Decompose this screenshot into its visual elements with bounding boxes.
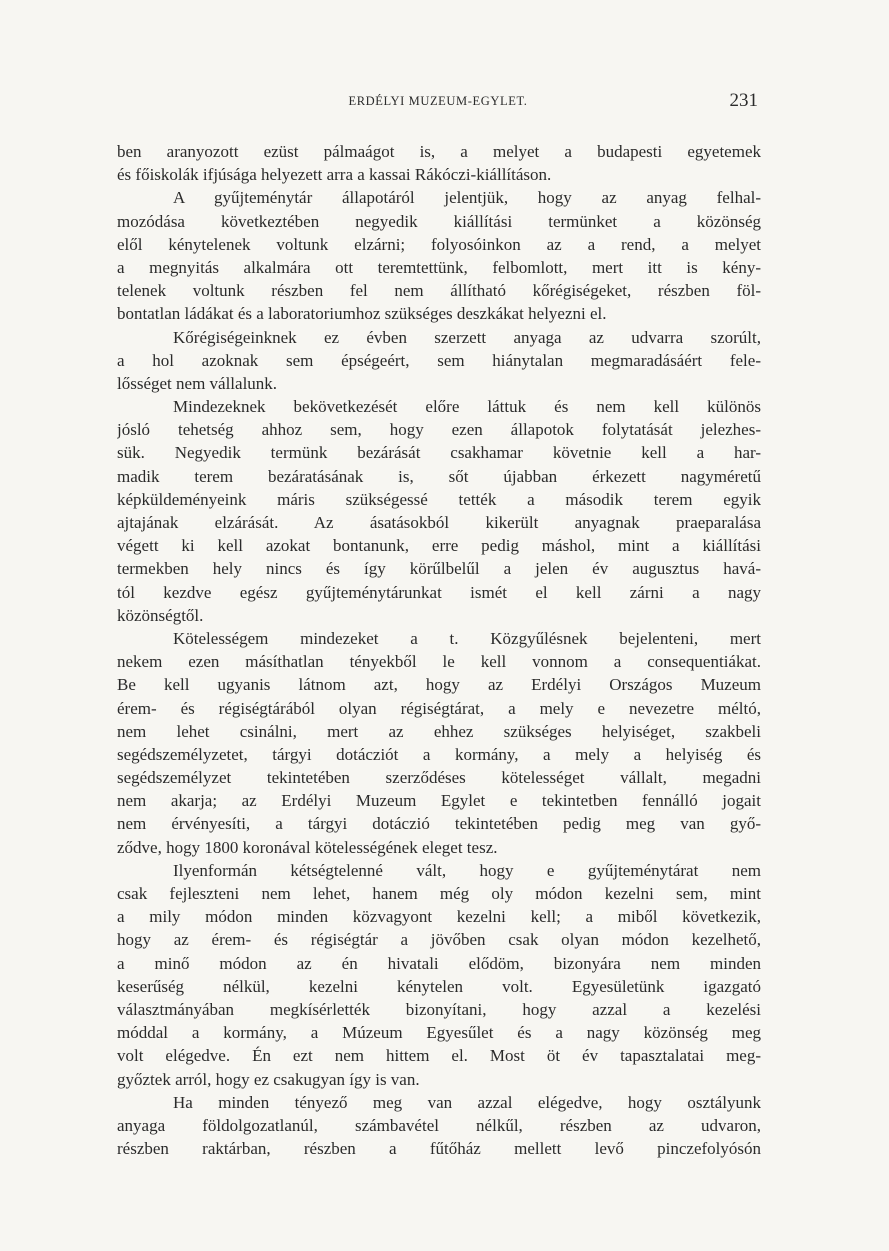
- text-line: hogy az érem- és régiségtár a jövőben csak olyan módon kezelhető,: [117, 930, 761, 950]
- text-line: termekben hely nincs és így körűlbelűl a jelen év augusztus havá-: [117, 559, 761, 579]
- text-line: Kőrégiségeinknek ez évben szerzett anyaga az udvarra szorúlt,: [173, 327, 761, 347]
- text-line: Kötelességem mindezeket a t. Közgyűlésnek bejelenteni, mert: [173, 628, 761, 648]
- text-line: választmányában megkísérlették bizonyítani, hogy azzal a kezelési: [117, 999, 761, 1019]
- text-line: elől kénytelenek voltunk elzárni; folyosóinkon az a rend, a melyet: [117, 234, 761, 254]
- text-line: a minő módon az én hivatali elődöm, bizonyára nem minden: [117, 953, 761, 973]
- text-line: végett ki kell azokat bontanunk, erre pedig máshol, mint a kiállítási: [117, 536, 761, 556]
- text-line: győztek arról, hogy ez csakugyan így is van.: [117, 1069, 420, 1089]
- page-number: 231: [729, 90, 758, 111]
- text-line: sük. Negyedik termünk bezárását csakhamar követnie kell a har-: [117, 443, 761, 463]
- page-header: [118, 90, 758, 118]
- text-line: a mily módon minden közvagyont kezelni kell; a miből következik,: [117, 907, 761, 927]
- text-line: Be kell ugyanis látnom azt, hogy az Erdélyi Országos Muzeum: [117, 675, 761, 695]
- text-line: a hol azoknak sem épségeért, sem hiánytalan megmaradásáért fele-: [117, 350, 761, 370]
- text-line: részben raktárban, részben a fűtőház mellett levő pinczefolyósón: [117, 1139, 761, 1159]
- text-line: érem- és régiségtárából olyan régiségtárat, a mely e nevezetre méltó,: [117, 698, 761, 718]
- text-line: lősséget nem vállalunk.: [117, 373, 278, 393]
- text-line: A gyűjteménytár állapotáról jelentjük, hogy az anyag felhal-: [173, 188, 761, 208]
- text-line: tól kezdve egész gyűjteménytárunkat ismét el kell zárni a nagy: [117, 582, 761, 602]
- text-line: Ilyenformán kétségtelenné vált, hogy e gyűjteménytárat nem: [173, 860, 761, 880]
- text-line: nekem ezen másíthatlan tényekből le kell vonnom a consequentiákat.: [117, 652, 761, 672]
- text-line: ződve, hogy 1800 koronával kötelességének eleget tesz.: [117, 837, 498, 857]
- text-line: anyaga földolgozatlanúl, számbavétel nélkűl, részben az udvaron,: [117, 1115, 761, 1135]
- running-head: ERDÉLYI MUZEUM-EGYLET.: [348, 94, 528, 108]
- text-line: nem lehet csinálni, mert az ehhez szükséges helyiséget, szakbeli: [117, 721, 761, 741]
- text-line: bontatlan ládákat és a laboratoriumhoz szükséges deszkákat helyezni el.: [117, 304, 607, 324]
- text-line: volt elégedve. Én ezt nem hittem el. Most öt év tapasztalatai meg-: [117, 1046, 761, 1066]
- text-line: nem érvényesíti, a tárgyi dotáczió tekintetében pedig meg van győ-: [117, 814, 761, 834]
- text-line: Mindezeknek bekövetkezését előre láttuk és nem kell különös: [173, 397, 761, 417]
- text-line: móddal a kormány, a Múzeum Egyesűlet és a nagy közönség meg: [117, 1023, 761, 1043]
- text-line: telenek voltunk részben fel nem állítható kőrégiségeket, részben föl-: [117, 281, 761, 301]
- text-line: a megnyitás alkalmára ott teremtettünk, felbomlott, mert itt is kény-: [117, 257, 761, 277]
- text-line: csak fejleszteni nem lehet, hanem még oly módon kezelni sem, mint: [117, 884, 761, 903]
- text-line: madik terem bezáratásának is, sőt újabban érkezett nagyméretű: [117, 466, 761, 486]
- text-line: ajtajának elzárását. Az ásatásokból kikerült anyagnak praeparalása: [117, 513, 761, 532]
- text-line: ben aranyozott ezüst pálmaágot is, a melyet a budapesti egyetemek: [117, 142, 761, 161]
- text-line: jósló tehetség ahhoz sem, hogy ezen állapotok folytatását jelezhes-: [117, 420, 761, 440]
- text-line: mozódása következtében negyedik kiállítási termünket a közönség: [117, 211, 761, 231]
- body-text: [117, 140, 761, 1160]
- text-line: képküldeményeink máris szükségessé tették a második terem egyik: [117, 489, 761, 509]
- text-line: Ha minden tényező meg van azzal elégedve, hogy osztályunk: [173, 1092, 761, 1112]
- text-line: közönségtől.: [117, 605, 204, 625]
- text-line: nem akarja; az Erdélyi Muzeum Egylet e tekintetben fennálló jogait: [117, 791, 761, 811]
- text-line: segédszemélyzet tekintetében szerződéses kötelességet vállalt, megadni: [117, 768, 761, 788]
- text-line: segédszemélyzetet, tárgyi dotácziót a kormány, a mely a helyiség és: [117, 744, 761, 764]
- text-line: keserűség nélkül, kezelni kénytelen volt. Egyesületünk igazgató: [117, 976, 761, 996]
- text-line: és főiskolák ifjúsága helyezett arra a kassai Rákóczi-kiállításon.: [117, 165, 552, 185]
